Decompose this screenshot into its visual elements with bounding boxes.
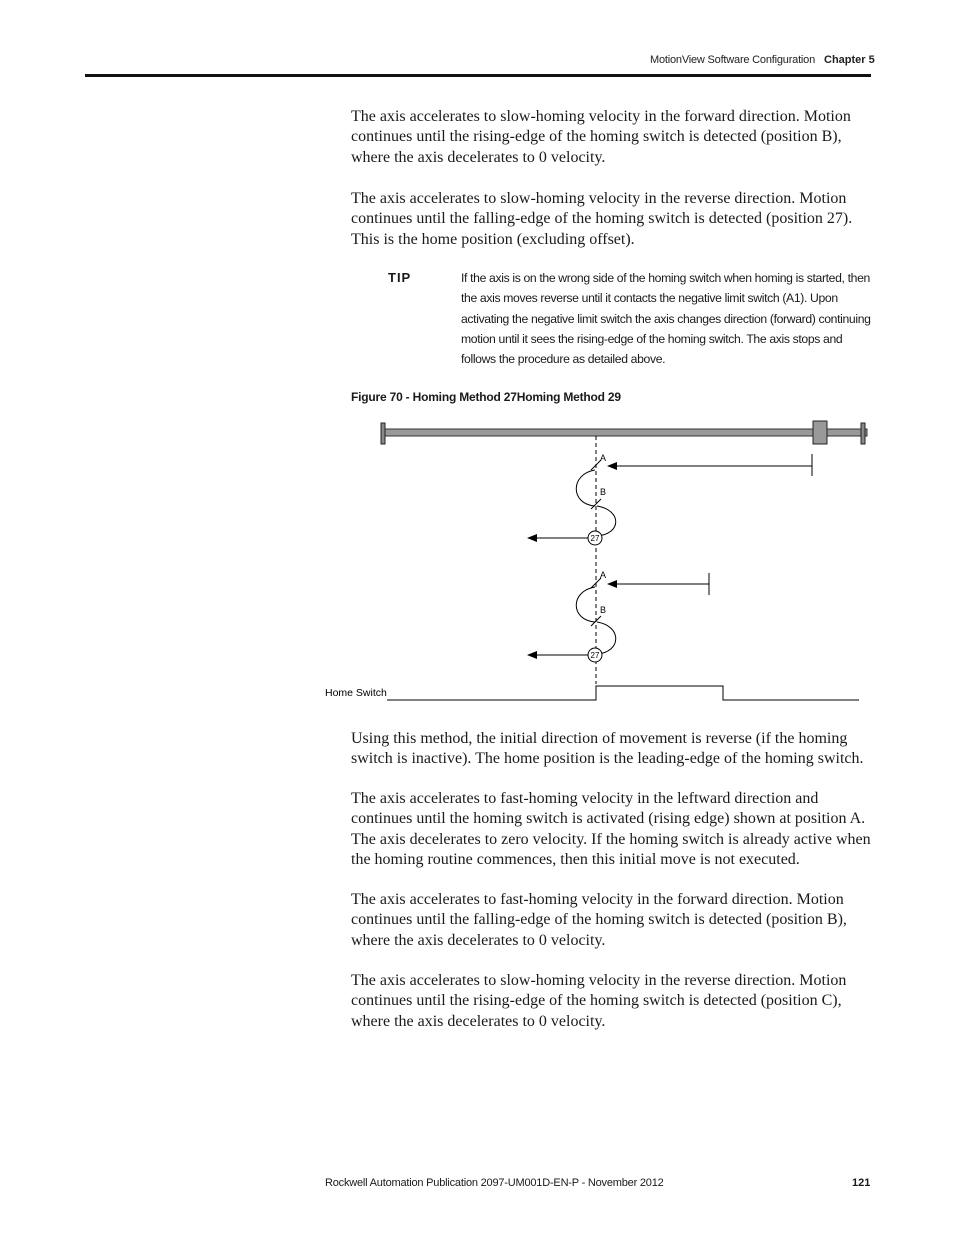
reversal-curve-a	[576, 470, 595, 506]
carriage	[813, 421, 827, 444]
position-27-label: 27	[590, 534, 600, 543]
home-switch-label: Home Switch	[325, 687, 387, 699]
page-number: 121	[852, 1177, 871, 1189]
homing-diagram	[318, 412, 878, 712]
paragraph: The axis accelerates to slow-homing velocity in the reverse direction. Motion continues until the falling-edge of the homing switch is detected (position 27). This is the home position (excluding offset).	[351, 190, 853, 248]
position-27-label: 27	[590, 651, 600, 660]
figure-caption: Figure 70 - Homing Method 27Homing Method 29	[351, 390, 621, 404]
publication-info: Rockwell Automation Publication 2097-UM001D-EN-P - November 2012	[325, 1177, 664, 1189]
position-a-label: A	[600, 453, 607, 463]
paragraph: Using this method, the initial direction of movement is reverse (if the homing switch is inactive). The home position is the leading-edge of the homing switch.	[351, 730, 864, 768]
tip-text: If the axis is on the wrong side of the homing switch when homing is started, then the axis moves reverse until it contacts the negative limit switch (A1). Upon activating the negative limit switch the axis changes direction (forward) continuing motion until it sees the rising-edge of the homing switch. The axis stops and follows the procedure as detailed above.	[461, 271, 871, 367]
home-switch-signal	[387, 686, 859, 700]
header-rule	[85, 74, 871, 77]
page-header	[0, 52, 954, 72]
paragraph: The axis accelerates to slow-homing velocity in the reverse direction. Motion continues until the rising-edge of the homing switch is detected (position C), where the axis decelerates to 0 velocity.	[351, 972, 847, 1030]
tick-b	[591, 616, 601, 626]
rail-left-stop	[381, 423, 385, 444]
header-chapter: Chapter 5	[824, 54, 875, 66]
paragraph: The axis accelerates to fast-homing velocity in the forward direction. Motion continues until the falling-edge of the homing switch is detected (position B), where the axis decelerates to 0 velocity.	[351, 891, 847, 949]
paragraph: The axis accelerates to slow-homing velocity in the forward direction. Motion continues until the rising-edge of the homing switch is detected (position B), where the axis decelerates to 0 velocity.	[351, 108, 851, 166]
position-b-label: B	[600, 605, 607, 615]
reversal-curve-b	[597, 622, 616, 654]
rail-right-stop	[861, 423, 865, 444]
header-section-title: MotionView Software Configuration	[650, 54, 816, 66]
position-b-label: B	[600, 487, 607, 497]
position-a-label: A	[600, 570, 607, 580]
paragraph: The axis accelerates to fast-homing velocity in the leftward direction and continues until the homing switch is activated (rising edge) shown at position A. The axis decelerates to zero velocity. If the homing switch is already active when the homing routine commences, then this initial move is not executed.	[351, 790, 871, 868]
axis-rail	[381, 429, 867, 436]
reversal-curve-b	[597, 506, 616, 536]
tip-label: TIP	[388, 270, 412, 285]
reversal-curve-a	[576, 587, 595, 622]
